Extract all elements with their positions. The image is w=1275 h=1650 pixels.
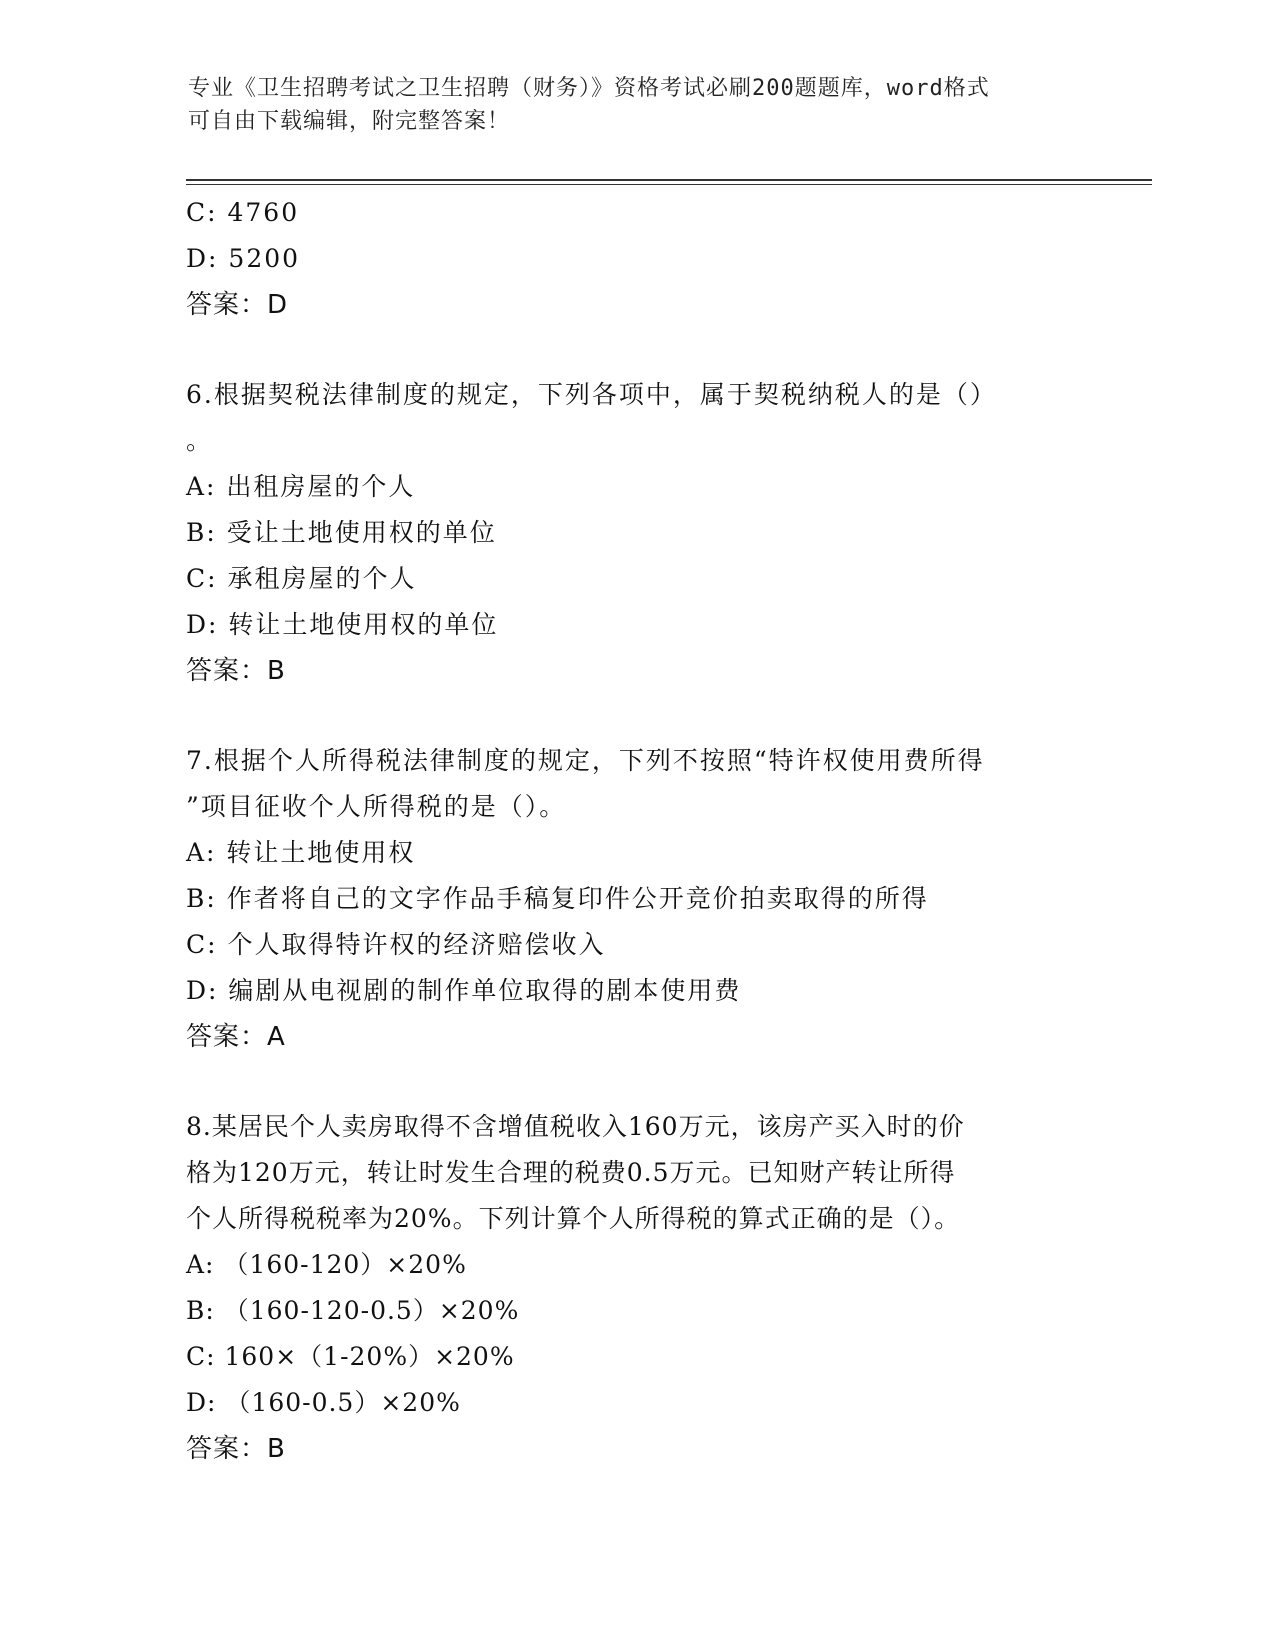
q6-option-d: D: 转让土地使用权的单位 [186,610,499,639]
question-content [186,190,1066,1472]
document-header [188,72,1068,138]
question-7 [186,738,1066,1060]
q6-stem-line-1: 6.根据契税法律制度的规定，下列各项中，属于契税纳税人的是（） [186,380,997,409]
header-divider-bottom [186,184,1152,185]
q8-option-d: D: （160-0.5）×20% [186,1388,461,1417]
question-6 [186,372,1066,694]
q8-stem-line-2: 格为120万元，转让时发生合理的税费0.5万元。已知财产转让所得 [186,1158,956,1187]
prev-answer: 答案：D [186,290,289,320]
prev-question-tail [186,190,1066,328]
prev-option-c: C: 4760 [186,198,300,227]
q6-option-a: A: 出租房屋的个人 [186,472,416,501]
q7-option-b: B: 作者将自己的文字作品手稿复印件公开竞价拍卖取得的所得 [186,884,929,913]
q7-answer: 答案：A [186,1022,286,1052]
spacer [186,1060,1066,1104]
q7-option-c: C: 个人取得特许权的经济赔偿收入 [186,930,606,959]
q7-stem-line-1: 7.根据个人所得税法律制度的规定，下列不按照“特许权使用费所得 [186,746,985,775]
q6-option-b: B: 受让土地使用权的单位 [186,518,497,547]
q8-stem-line-1: 8.某居民个人卖房取得不含增值税收入160万元，该房产买入时的价 [186,1112,965,1141]
q7-option-a: A: 转让土地使用权 [186,838,416,867]
q6-stem-line-2: 。 [186,426,214,455]
q8-option-b: B: （160-120-0.5）×20% [186,1296,520,1325]
q7-stem-line-2: ”项目征收个人所得税的是（）。 [186,792,567,821]
header-divider-top [186,179,1152,181]
header-line-1: 专业《卫生招聘考试之卫生招聘（财务）》资格考试必刷200题题库，word格式 [188,76,990,101]
q8-answer: 答案：B [186,1434,286,1464]
spacer [186,694,1066,738]
q6-option-c: C: 承租房屋的个人 [186,564,417,593]
q7-option-d: D: 编剧从电视剧的制作单位取得的剧本使用费 [186,976,742,1005]
q8-option-c: C: 160×（1-20%）×20% [186,1342,515,1371]
q6-answer: 答案：B [186,656,286,686]
q8-option-a: A: （160-120）×20% [186,1250,467,1279]
prev-option-d: D: 5200 [186,244,301,273]
spacer [186,328,1066,372]
question-8 [186,1104,1066,1472]
q8-stem-line-3: 个人所得税税率为20%。下列计算个人所得税的算式正确的是（）。 [186,1204,961,1233]
header-line-2: 可自由下载编辑，附完整答案！ [188,109,511,134]
